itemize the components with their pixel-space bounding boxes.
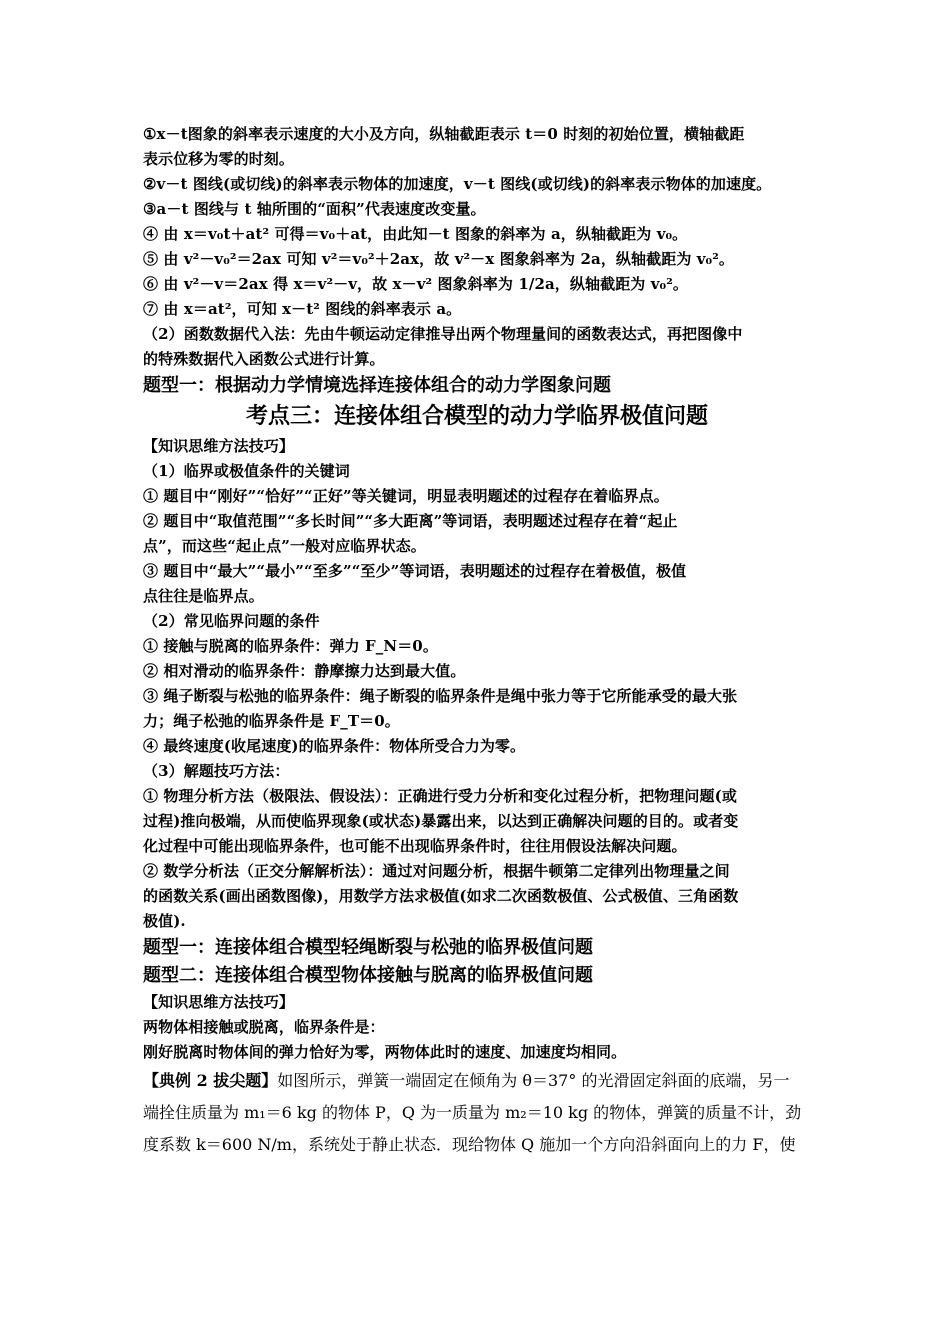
text-line: ③a－t 图线与 t 轴所围的“面积”代表速度改变量。: [143, 200, 486, 218]
example-problem: [143, 1065, 811, 1161]
section-label: 【知识思维方法技巧】: [143, 993, 295, 1011]
text-line: ① 物理分析方法（极限法、假设法）：正确进行受力分析和变化过程分析，把物理问题(或: [143, 787, 737, 805]
example-line: 度系数 k＝600 N/m，系统处于静止状态．现给物体 Q 施加一个方向沿斜面向上的力 F，使: [143, 1135, 796, 1154]
text-line: 力；绳子松弛的临界条件是 F_T＝0。: [143, 712, 400, 730]
text-line: ④ 由 x＝v₀t＋at² 可得＝v₀＋at，由此知－t 图象的斜率为 a，纵轴截距为 v₀。: [143, 225, 688, 243]
graph-slope-rules: [143, 122, 811, 372]
text-line: ② 相对滑动的临界条件：静摩擦力达到最大值。: [143, 662, 466, 680]
text-line: 刚好脱离时物体间的弹力恰好为零，两物体此时的速度、加速度均相同。: [143, 1043, 627, 1061]
text-line: ② 题目中“取值范围”“多长时间”“多大距离”等词语，表明题述过程存在着“起止: [143, 512, 678, 530]
text-line: ⑥ 由 v²－v＝2ax 得 x＝v²－v，故 x－v² 图象斜率为 1/2a，纵轴截距为 v₀²。: [143, 275, 688, 293]
document-content: [143, 122, 811, 1161]
example-line: 端拴住质量为 m₁＝6 kg 的物体 P，Q 为一质量为 m₂＝10 kg 的物体，弹簧的质量不计，劲: [143, 1103, 802, 1122]
heading-type2-contact: 题型二：连接体组合模型物体接触与脱离的临界极值问题: [143, 965, 593, 986]
text-line: ⑦ 由 x＝at²，可知 x－t² 图线的斜率表示 a。: [143, 300, 462, 318]
example-line: [143, 1065, 811, 1097]
text-line: （3）解题技巧方法：: [143, 762, 290, 780]
text-line: ① 题目中“刚好”“恰好”“正好”等关键词，明显表明题述的过程存在着临界点。: [143, 487, 669, 505]
text-line: 的特殊数据代入函数公式进行计算。: [143, 350, 385, 368]
section-label: 【知识思维方法技巧】: [143, 437, 295, 455]
text-line: ⑤ 由 v²－v₀²＝2ax 可知 v²＝v₀²＋2ax，故 v²－x 图象斜率为 2a，纵轴截距为 v₀²。: [143, 250, 734, 268]
text-line: ③ 题目中“最大”“最小”“至多”“至少”等词语，表明题述的过程存在着极值，极值: [143, 562, 687, 580]
text-line: ② 数学分析法（正交分解解析法）：通过对问题分析，根据牛顿第二定律列出物理量之间: [143, 862, 730, 880]
text-line: ①x－t图象的斜率表示速度的大小及方向，纵轴截距表示 t＝0 时刻的初始位置，横轴截距: [143, 125, 745, 143]
text-line: 点”，而这些“起止点”一般对应临界状态。: [143, 537, 426, 555]
text-line: ④ 最终速度(收尾速度)的临界条件：物体所受合力为零。: [143, 737, 526, 755]
text-line: 过程)推向极端，从而使临界现象(或状态)暴露出来，以达到正确解决问题的目的。或者变: [143, 812, 739, 830]
heading-type1-rope: 题型一：连接体组合模型轻绳断裂与松弛的临界极值问题: [143, 937, 593, 958]
critical-conditions-text: [143, 459, 811, 934]
text-line: 两物体相接触或脱离，临界条件是：: [143, 1018, 385, 1036]
text-line: 极值).: [143, 912, 186, 930]
text-line: （1）临界或极值条件的关键词: [143, 462, 350, 480]
example-text: 如图所示，弹簧一端固定在倾角为 θ＝37° 的光滑固定斜面的底端，另一: [277, 1071, 790, 1090]
text-line: ① 接触与脱离的临界条件：弹力 F_N＝0。: [143, 637, 438, 655]
text-line: 化过程中可能出现临界条件，也可能不出现临界条件时，往往用假设法解决问题。: [143, 837, 687, 855]
text-line: 点往往是临界点。: [143, 587, 264, 605]
text-line: ③ 绳子断裂与松弛的临界条件：绳子断裂的临界条件是绳中张力等于它所能承受的最大张: [143, 687, 738, 705]
text-line: 的函数关系(画出函数图像)，用数学方法求极值(如求二次函数极值、公式极值、三角函数: [143, 887, 739, 905]
heading-kaodian-3: 考点三：连接体组合模型的动力学临界极值问题: [245, 404, 708, 429]
text-line: （2）常见临界问题的条件: [143, 612, 320, 630]
heading-type1-graph: 题型一：根据动力学情境选择连接体组合的动力学图象问题: [143, 375, 611, 396]
text-line: （2）函数数据代入法：先由牛顿运动定律推导出两个物理量间的函数表达式，再把图像中: [143, 325, 743, 343]
text-line: ②v－t 图线(或切线)的斜率表示物体的加速度，v－t 图线(或切线)的斜率表示物体的加速度。: [143, 175, 772, 193]
example-tag: 【典例 2 拔尖题】: [143, 1071, 278, 1090]
text-line: 表示位移为零的时刻。: [143, 150, 295, 168]
